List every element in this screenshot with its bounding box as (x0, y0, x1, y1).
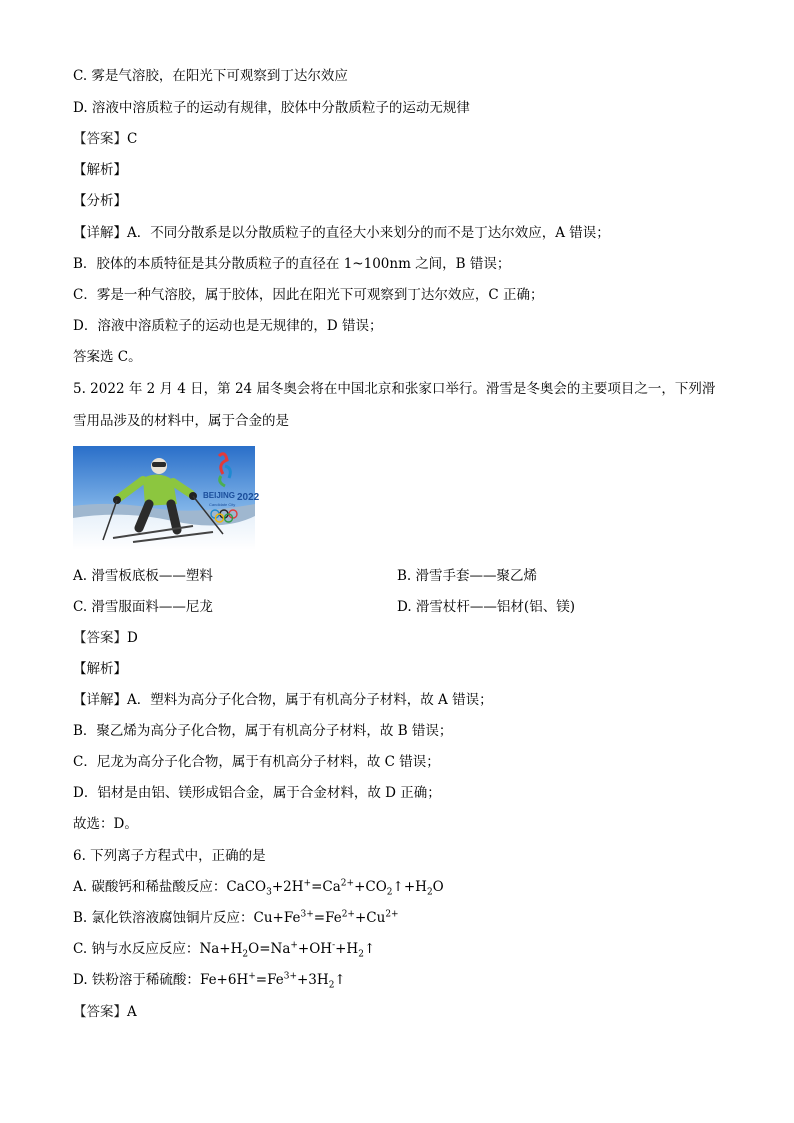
q5-option-d: D. 滑雪杖杆——铝材(铝、镁) (397, 599, 575, 615)
q5-final-choice: 故选：D。 (73, 816, 138, 832)
detail-line-b: B．胶体的本质特征是其分散质粒子的直径在 1~100nm 之间，B 错误； (73, 256, 511, 272)
logo-text-candidate: Candidate City (209, 502, 236, 507)
detail-text: A．塑料为高分子化合物，属于有机高分子材料，故 A 错误； (127, 692, 493, 708)
detail-line-c: C．雾是一种气溶胶，属于胶体，因此在阳光下可观察到丁达尔效应，C 正确； (73, 287, 544, 303)
logo-text-year: 2022 (237, 492, 260, 503)
q5-detail-line-d: D．铝材是由铝、镁形成铝合金，属于合金材料，故 D 正确； (73, 785, 441, 801)
answer-value: C (127, 131, 138, 147)
q5-answer-line (73, 629, 138, 647)
question-5-stem-1: 5. 2022 年 2 月 4 日，第 24 届冬奥会将在中国北京和张家口举行。滑雪是冬奥会的主要项目之一，下列滑 (73, 381, 716, 397)
equation-d: $Fe+6H^+=Fe^{3+}+3H_2↑$ (199, 971, 346, 991)
answer-tag: 【答案】 (73, 630, 127, 646)
q5-analysis-heading: 【解析】 (73, 661, 127, 677)
equation-b: $Cu+Fe^{3+}=Fe^{2+}+Cu^{2+}$ (253, 909, 399, 926)
q6-option-a (73, 878, 444, 896)
answer-line (73, 130, 137, 148)
option-label: C. 钠与水反应反应： (73, 941, 200, 957)
skier-olympic-image (73, 446, 260, 550)
answer-value: D (127, 630, 138, 646)
detail-line-a (73, 224, 610, 242)
q5-option-a: A. 滑雪板底板——塑料 (73, 568, 213, 584)
q5-detail-line-a (73, 691, 493, 709)
logo-text-beijing: BEIJING (203, 491, 236, 500)
option-label: B. 氯化铁溶液腐蚀铜片反应： (73, 910, 254, 926)
q5-detail-line-c: C．尼龙为高分子化合物，属于有机高分子材料，故 C 错误； (73, 754, 440, 770)
q6-option-d (73, 971, 346, 989)
final-choice: 答案选 C。 (73, 349, 142, 365)
equation-c: $Na+H_2O=Na^++OH^-+H_2↑$ (199, 940, 376, 960)
option-label: A. 碳酸钙和稀盐酸反应： (73, 879, 227, 895)
option-c: C. 雾是气溶胶，在阳光下可观察到丁达尔效应 (73, 68, 348, 84)
equation-a: $CaCO_3+2H^+=Ca^{2+}+CO_2↑+H_2O$ (226, 878, 444, 898)
q6-option-c (73, 940, 375, 958)
detail-tag: 【详解】 (73, 692, 127, 708)
option-d: D. 溶液中溶质粒子的运动有规律，胶体中分散质粒子的运动无规律 (73, 100, 470, 116)
detail-line-d: D．溶液中溶质粒子的运动也是无规律的，D 错误； (73, 318, 383, 334)
detail-tag: 【详解】 (73, 225, 127, 241)
answer-tag: 【答案】 (73, 131, 127, 147)
answer-value: A (127, 1004, 137, 1020)
analysis-heading: 【解析】 (73, 162, 127, 178)
fenxi-heading: 【分析】 (73, 193, 127, 209)
question-6-stem: 6. 下列离子方程式中，正确的是 (73, 848, 266, 864)
q5-option-b: B. 滑雪手套——聚乙烯 (397, 568, 538, 584)
q5-detail-line-b: B．聚乙烯为高分子化合物，属于有机高分子材料，故 B 错误； (73, 723, 453, 739)
answer-tag: 【答案】 (73, 1004, 127, 1020)
q6-option-b (73, 909, 399, 927)
q6-answer-line (73, 1003, 137, 1021)
question-5-stem-2: 雪用品涉及的材料中，属于合金的是 (73, 413, 289, 429)
q5-option-c: C. 滑雪服面料——尼龙 (73, 599, 213, 615)
detail-text: A．不同分散系是以分散质粒子的直径大小来划分的而不是丁达尔效应，A 错误； (127, 225, 610, 241)
option-label: D. 铁粉溶于稀硫酸： (73, 972, 200, 988)
